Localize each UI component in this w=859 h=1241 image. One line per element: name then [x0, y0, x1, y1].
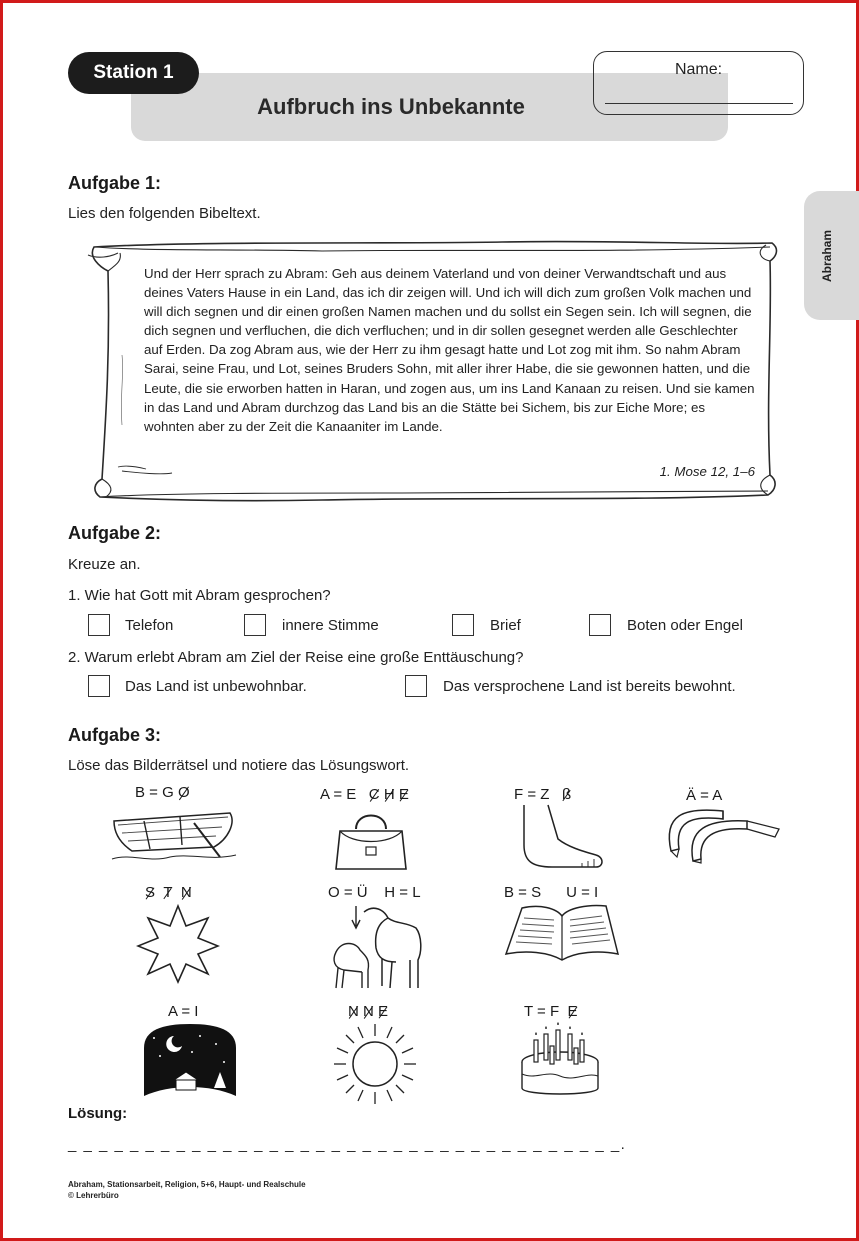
foot-image	[512, 803, 607, 871]
cake-image	[516, 1022, 604, 1102]
boat-image	[110, 803, 240, 865]
bible-text: Und der Herr sprach zu Abram: Geh aus deinem Vaterland und von deiner Verwandtschaft und aus deines Vaters Hause in ein Land, das ich dir zeigen will. Und ich will dich zum großen Volk machen und will dich segnen und dir einen großen Namen machen und du sollst ein Segen sein. Ich will segnen, die dich segnen und verfluchen, die dich verfluchen; und in dir sollen gesegnet werden alle Geschlechter auf Erden. Da zog Abram aus, wie der Herr zu ihm gesagt hatte und Lot zog mit ihm. So nahm Abram Sarai, seine Frau, und Lot, seines Bruders Sohn, mit aller ihrer Habe, die sie gewonnen hatten, und die Leute, die sie erworben hatten in Haran, und zogen aus, um ins Land Kanaan zu reisen. Und sie kamen in das Land und Abram durchzog das Land bis an die Stätte bei Sichem, bis zur Eiche More; es wohnten aber zu der Zeit die Kanaaniter im Lande.	[144, 266, 755, 434]
checkbox-brief[interactable]	[452, 614, 474, 636]
bible-reference: 1. Mose 12, 1–6	[659, 464, 755, 479]
clue-saw: Ä = A	[686, 787, 723, 804]
option-label: Telefon	[125, 617, 174, 634]
task1-instruction: Lies den folgenden Bibeltext.	[68, 205, 261, 222]
checkbox-unbewohnbar[interactable]	[88, 675, 110, 697]
clue-cake: T = F E	[524, 1003, 578, 1020]
clue-bag: A = E C H E	[320, 786, 409, 803]
saw-image	[663, 805, 785, 865]
checkbox-bereits-bewohnt[interactable]	[405, 675, 427, 697]
clue-sun: N N E	[348, 1003, 389, 1020]
horses-image	[326, 900, 426, 994]
option-label: Brief	[490, 617, 521, 634]
side-tab-label: Abraham	[820, 230, 834, 283]
task3-heading: Aufgabe 3:	[68, 725, 162, 745]
clue-night: A = I	[168, 1003, 199, 1020]
clue-star: S T N	[145, 884, 192, 901]
name-label: Name:	[674, 61, 723, 78]
book-image	[502, 902, 622, 964]
page-title: Aufbruch ins Unbekannte	[257, 94, 525, 119]
option-label: innere Stimme	[282, 617, 379, 634]
option-label: Boten oder Engel	[627, 617, 743, 634]
checkbox-boten-oder-engel[interactable]	[589, 614, 611, 636]
clue-book: B = S U = I	[504, 884, 599, 901]
clue-horses: O = Ü H = L	[328, 884, 421, 901]
option-label: Das versprochene Land ist bereits bewohnt.	[443, 678, 736, 695]
question-1: 1. Wie hat Gott mit Abram gesprochen?	[68, 587, 331, 604]
option-label: Das Land ist unbewohnbar.	[125, 678, 307, 695]
sun-image	[330, 1022, 420, 1106]
task3-instruction: Löse das Bilderrätsel und notiere das Lösungswort.	[68, 757, 410, 774]
bag-image	[332, 805, 410, 873]
clue-foot: F = Z ß	[514, 786, 572, 803]
task1-heading: Aufgabe 1:	[68, 173, 162, 193]
solution-label: Lösung:	[68, 1105, 128, 1122]
name-input-line[interactable]	[605, 103, 793, 104]
clue-boat: B = G O	[135, 784, 190, 801]
checkbox-telefon[interactable]	[88, 614, 110, 636]
task2-instruction: Kreuze an.	[68, 556, 141, 573]
night-image	[140, 1022, 240, 1102]
question-2: 2. Warum erlebt Abram am Ziel der Reise eine große Enttäuschung?	[68, 649, 524, 666]
station-badge: Station 1	[68, 52, 199, 94]
solution-blanks[interactable]: _ _ _ _ _ _ _ _ _ _ _ _ _ _ _ _ _ _ _ _ _ _ _ _ _ _ _ _ _ _ _ _ _ _ _ _.	[68, 1136, 627, 1153]
checkbox-innere-stimme[interactable]	[244, 614, 266, 636]
star-image	[136, 904, 220, 984]
footer-copyright: © Lehrerbüro	[68, 1191, 119, 1200]
footer-source: Abraham, Stationsarbeit, Religion, 5+6, Haupt- und Realschule	[68, 1180, 306, 1189]
task2-heading: Aufgabe 2:	[68, 523, 162, 543]
